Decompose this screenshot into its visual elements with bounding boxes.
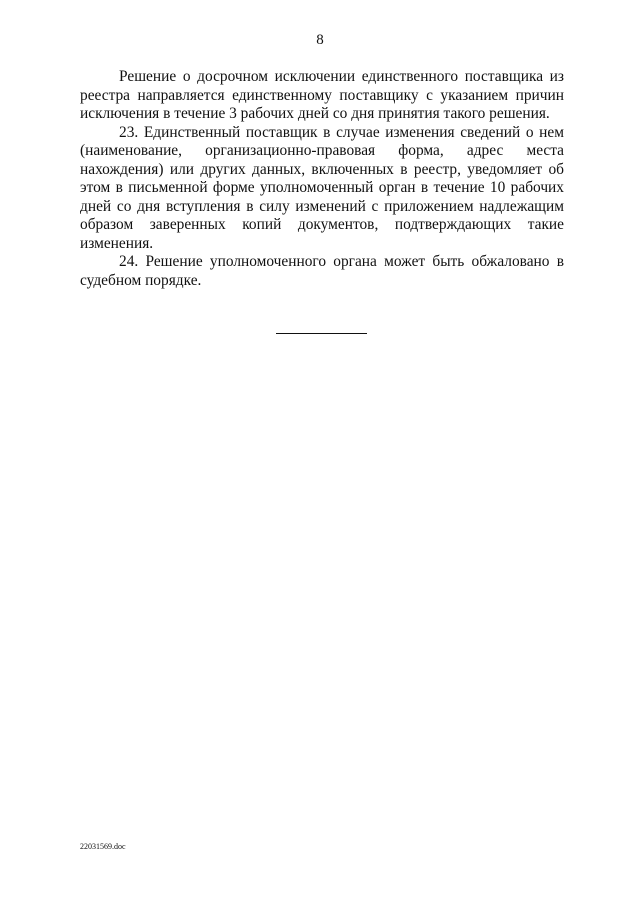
paragraph-23: 23. Единственный поставщик в случае изменения сведений о нем (наименование, организационно-правовая форма, адрес места нахождения) или других данных, включенных в реестр, уведомляет об этом в письменной форме уполномоченный орган в течение 10 рабочих дней со дня вступления в силу изменений с приложением надлежащим образом заверенных копий документов, подтверждающих такие изменения. <box>80 123 564 252</box>
footer-filename: 22031569.doc <box>80 842 126 851</box>
page-number: 8 <box>316 32 324 48</box>
document-body <box>80 68 564 290</box>
paragraph-24: 24. Решение уполномоченного органа может быть обжаловано в судебном порядке. <box>80 253 564 289</box>
paragraph-exclusion-decision: Решение о досрочном исключении единственного поставщика из реестра направляется единственному поставщику с указанием причин исключения в течение 3 рабочих дней со дня принятия такого решения. <box>80 68 564 122</box>
end-of-text-divider <box>276 333 367 334</box>
